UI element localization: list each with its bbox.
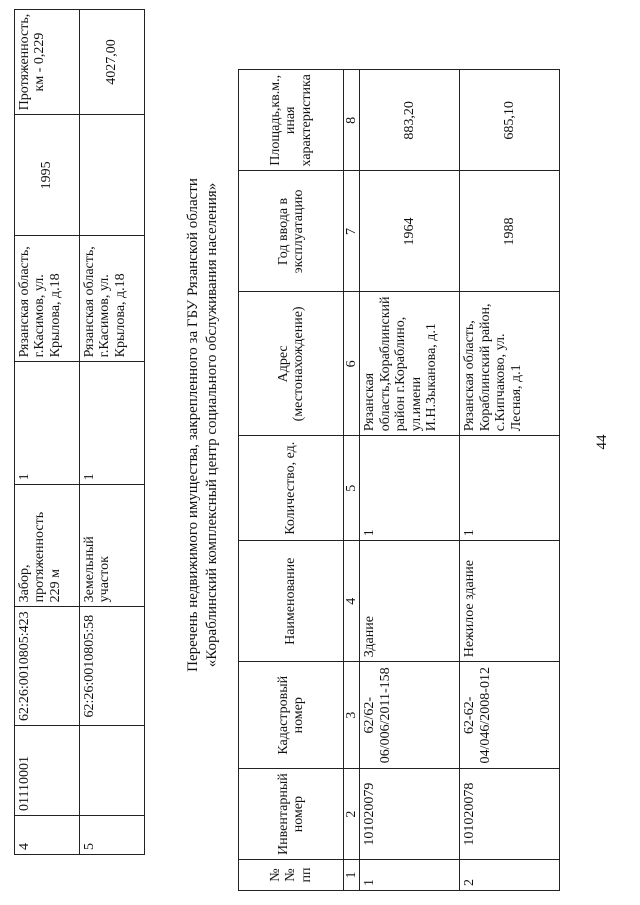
- quantity: 1: [360, 436, 460, 541]
- row-number: 2: [460, 860, 560, 891]
- cadastral-number: 62:26:0010805:423: [15, 607, 80, 726]
- address: Рязанская область, г.Касимов, ул. Крылова, д.18: [15, 236, 80, 362]
- index-cell: 2: [344, 769, 360, 860]
- header-num: № № пп: [239, 860, 344, 891]
- table-row: [460, 70, 560, 891]
- item-name: Забор, протяженность 229 м: [15, 485, 80, 607]
- quantity: 1: [80, 362, 145, 485]
- index-cell: 6: [344, 292, 360, 436]
- page-number: 44: [594, 434, 610, 450]
- cadastral-number: 62/62-06/006/2011-158: [360, 662, 460, 769]
- index-cell: 1: [344, 860, 360, 891]
- inventory-number: [80, 726, 145, 816]
- table-row: [80, 9, 145, 854]
- index-cell: 7: [344, 171, 360, 292]
- quantity: 1: [460, 436, 560, 541]
- table-row: [360, 70, 460, 891]
- continuation-table: [14, 9, 145, 855]
- area: Протяженность, км - 0,229: [15, 9, 80, 115]
- area: 883,20: [360, 70, 460, 171]
- heading-line-2: «Кораблинский комплексный центр социального обслуживания населения»: [203, 182, 220, 668]
- year: 1995: [15, 115, 80, 236]
- year: [80, 115, 145, 236]
- header-area: Площадь,кв.м., иная характеристика: [239, 70, 344, 171]
- row-number: 5: [80, 816, 145, 855]
- item-name: Нежилое здание: [460, 541, 560, 662]
- year: 1988: [460, 171, 560, 292]
- cadastral-number: 62-62-04/046/2008-012: [460, 662, 560, 769]
- address: Рязанская область, Кораблинский район, с.Кипчаково, ул. Лесная, д.1: [460, 292, 560, 436]
- item-name: Земельный участок: [80, 485, 145, 607]
- row-number: 1: [360, 860, 460, 891]
- index-cell: 4: [344, 541, 360, 662]
- list-heading: [184, 15, 222, 835]
- table-row: [15, 9, 80, 854]
- area: 4027,00: [80, 9, 145, 115]
- header-row: [239, 70, 344, 891]
- inventory-number: 101020079: [360, 769, 460, 860]
- area: 685,10: [460, 70, 560, 171]
- row-number: 4: [15, 816, 80, 855]
- year: 1964: [360, 171, 460, 292]
- header-qty: Количество, ед.: [239, 436, 344, 541]
- address: Рязанская область,Кораблинский район г.Кораблино, ул.имени И.Н.Зыканова, д.1: [360, 292, 460, 436]
- quantity: 1: [15, 362, 80, 485]
- header-inventory: Инвентарный номер: [239, 769, 344, 860]
- inventory-number: 01110001: [15, 726, 80, 816]
- header-address: Адрес (местонахождение): [239, 292, 344, 436]
- address: Рязанская область, г.Касимов, ул. Крылова, д.18: [80, 236, 145, 362]
- inventory-number: 101020078: [460, 769, 560, 860]
- index-cell: 5: [344, 436, 360, 541]
- cadastral-number: 62:26:0010805:58: [80, 607, 145, 726]
- header-year: Год ввода в эксплуатацию: [239, 171, 344, 292]
- index-cell: 3: [344, 662, 360, 769]
- header-cadastral: Кадастровый номер: [239, 662, 344, 769]
- header-name: Наименование: [239, 541, 344, 662]
- index-cell: 8: [344, 70, 360, 171]
- heading-line-1: Перечень недвижимого имущества, закрепленного за ГБУ Рязанской области: [185, 178, 201, 672]
- property-table: [238, 69, 560, 891]
- item-name: Здание: [360, 541, 460, 662]
- index-row: [344, 70, 360, 891]
